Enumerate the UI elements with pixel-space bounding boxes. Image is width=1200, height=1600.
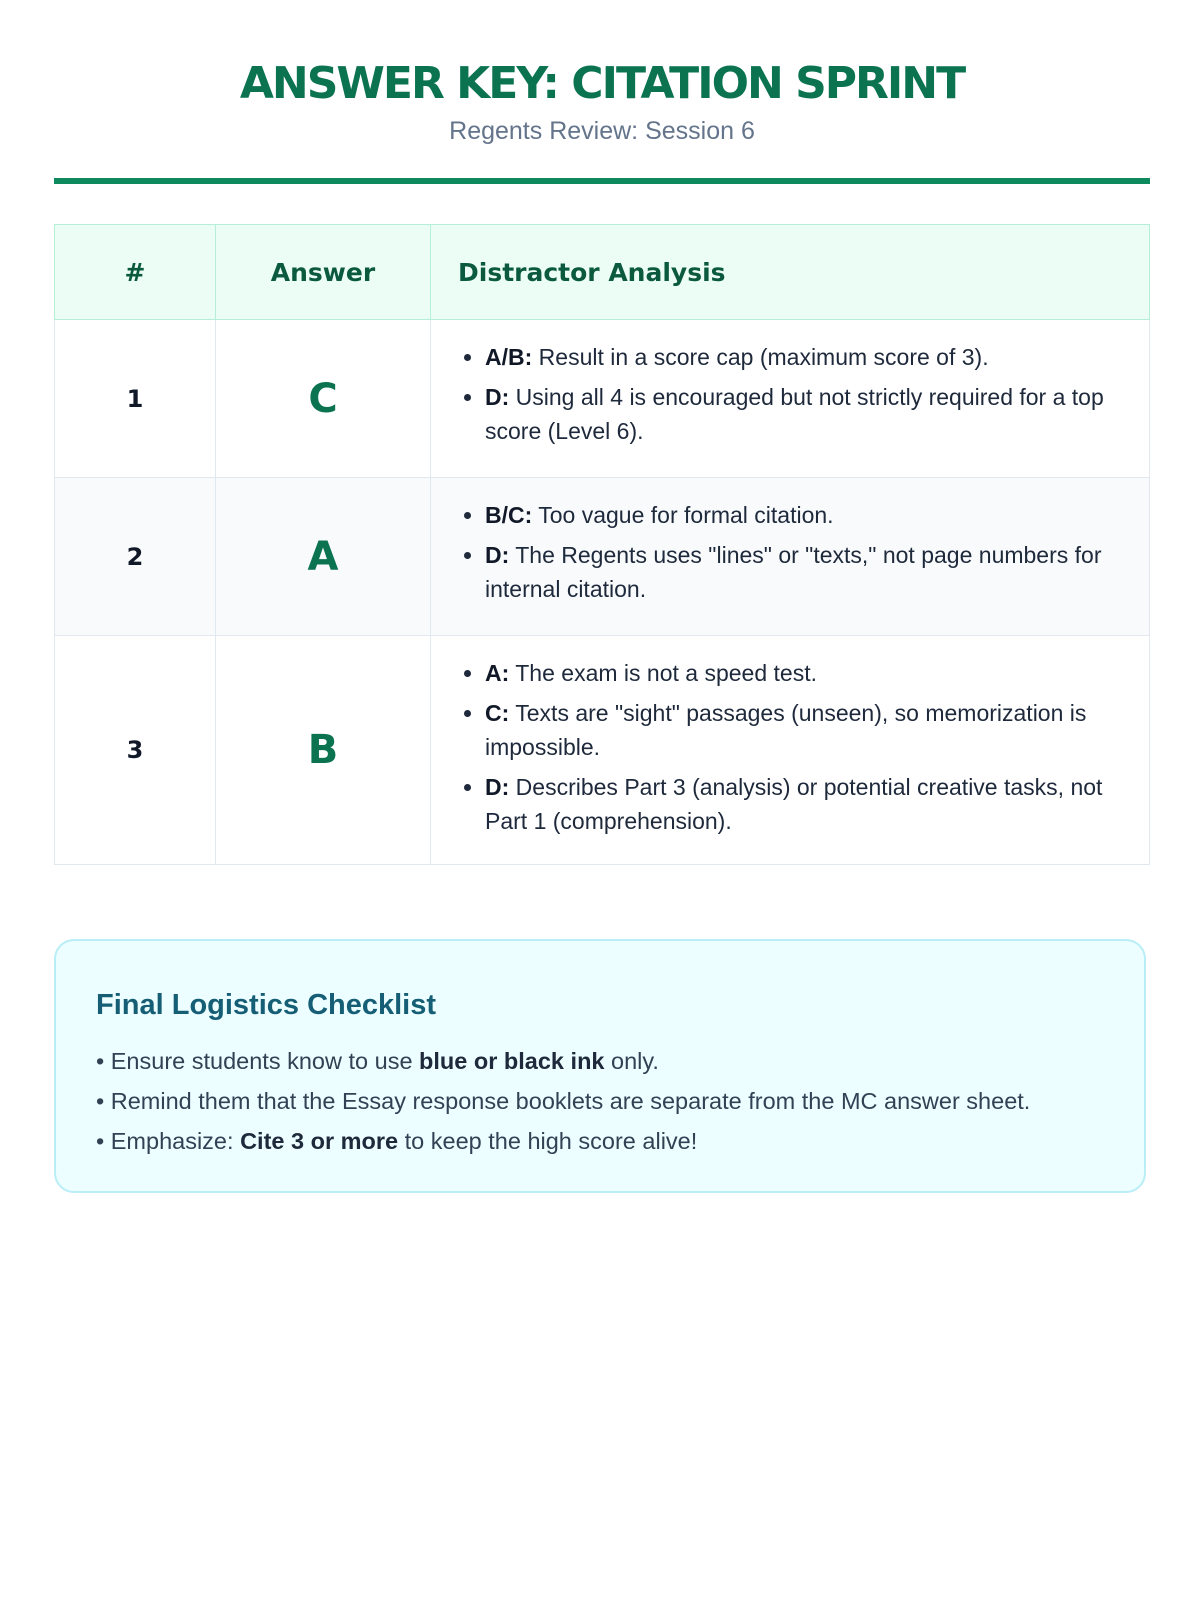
distractor-text: Result in a score cap (maximum score of 3). [532,344,989,370]
column-header-distractor-analysis: Distractor Analysis [431,225,1150,320]
checklist-item: • Remind them that the Essay response booklets are separate from the MC answer sheet. [96,1088,1031,1114]
column-header-answer: Answer [216,225,431,320]
table-row [55,320,1150,478]
distractor-list [456,498,1123,606]
distractor-label: B/C: [485,502,533,528]
question-number: 1 [55,320,216,478]
distractor-label: A: [485,660,510,686]
distractor-text: The exam is not a speed test. [509,660,817,686]
question-number: 2 [55,478,216,636]
distractor-item [485,696,1123,764]
correct-answer: B [216,636,431,865]
question-number: 3 [55,636,216,865]
correct-answer: A [216,478,431,636]
distractor-list [456,340,1123,448]
correct-answer: C [216,320,431,478]
distractor-label: D: [485,774,510,800]
distractor-label: D: [485,542,510,568]
distractor-item [485,538,1123,606]
distractor-text: Using all 4 is encouraged but not strictly required for a top score (Level 6). [485,384,1104,444]
distractor-list [456,656,1123,838]
table-header-row [55,225,1150,320]
checklist-item: • Emphasize: Cite 3 or more to keep the high score alive! [96,1128,698,1154]
distractor-text: Too vague for formal citation. [532,502,834,528]
page-title: ANSWER KEY: CITATION SPRINT [239,58,965,109]
table-row [55,478,1150,636]
distractor-item [485,380,1123,448]
distractor-text: The Regents uses "lines" or "texts," not page numbers for internal citation. [485,542,1102,602]
distractor-item [485,770,1123,838]
page-subtitle: Regents Review: Session 6 [449,117,755,145]
distractor-label: A/B: [485,344,533,370]
logistics-checklist-box [54,939,1146,1193]
distractor-item [485,656,1123,690]
distractor-label: D: [485,384,510,410]
distractor-label: C: [485,700,510,726]
table-row [55,636,1150,865]
answer-key-page [54,0,1150,1154]
distractor-analysis [431,636,1150,865]
answer-table [54,224,1150,865]
column-header-number: # [55,225,216,320]
header-divider [54,178,1150,184]
page-header [54,0,1150,148]
checklist-item: • Ensure students know to use blue or black ink only. [96,1048,659,1074]
distractor-text: Texts are "sight" passages (unseen), so memorization is impossible. [485,700,1087,760]
checklist-title: Final Logistics Checklist [96,989,437,1021]
distractor-analysis [431,478,1150,636]
distractor-analysis [431,320,1150,478]
distractor-text: Describes Part 3 (analysis) or potential creative tasks, not Part 1 (comprehension). [485,774,1103,834]
distractor-item [485,498,1123,532]
distractor-item [485,340,1123,374]
